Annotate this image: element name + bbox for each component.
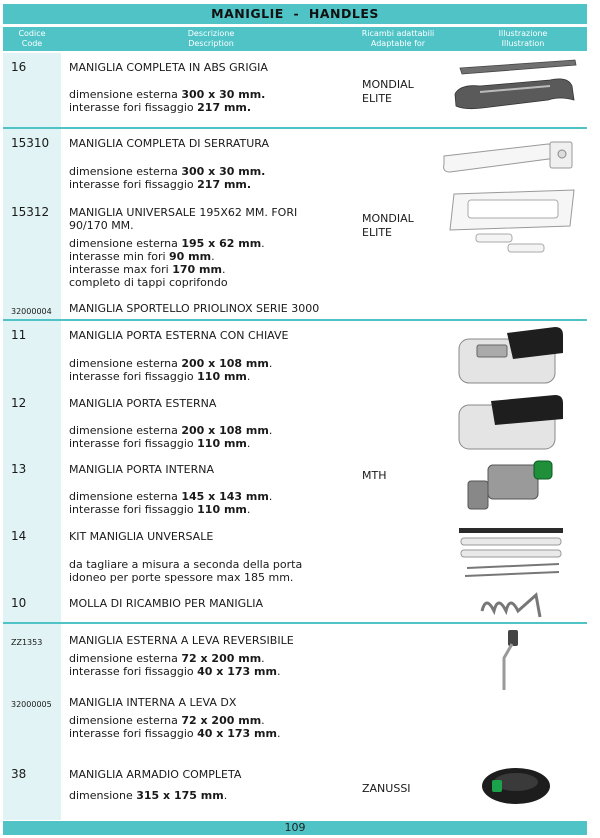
adaptable-for: MONDIAL ELITE xyxy=(362,78,414,105)
header-adapt-it: Ricambi adattabili xyxy=(361,29,435,38)
external-handle-illustration xyxy=(455,391,567,453)
table-header xyxy=(3,27,587,51)
item-name: MANIGLIA PORTA ESTERNA xyxy=(69,397,217,410)
item-name: MANIGLIA PORTA INTERNA xyxy=(69,463,214,476)
item-name: MANIGLIA COMPLETA IN ABS GRIGIA xyxy=(69,61,268,74)
lever-handle-illustration xyxy=(494,628,524,694)
item-name: MANIGLIA ARMADIO COMPLETA xyxy=(69,768,242,781)
item-spec: dimensione esterna 72 x 200 mm. xyxy=(69,714,265,727)
adaptable-for: ZANUSSI xyxy=(362,782,411,795)
wardrobe-handle-illustration xyxy=(478,762,554,810)
item-code: 12 xyxy=(11,396,27,410)
item-spec: idoneo per porte spessore max 185 mm. xyxy=(69,571,294,584)
header-adapt-en: Adaptable for xyxy=(370,39,426,48)
header-code-it: Codice xyxy=(18,29,46,38)
item-spec: interasse fori fissaggio 217 mm. xyxy=(69,178,252,191)
item-spec: interasse fori fissaggio 40 x 173 mm. xyxy=(69,727,281,740)
item-code: 15310 xyxy=(11,136,50,150)
item-code: 14 xyxy=(11,529,27,543)
internal-handle-illustration xyxy=(460,457,560,519)
item-spec: interasse max fori 170 mm. xyxy=(69,263,226,276)
code-column-bg xyxy=(3,129,61,319)
external-key-handle-illustration xyxy=(455,323,567,389)
item-name: MANIGLIA UNIVERSALE 195X62 MM. FORI xyxy=(69,206,298,219)
item-code: 13 xyxy=(11,462,27,476)
item-name: KIT MANIGLIA UNVERSALE xyxy=(69,530,214,543)
item-spec: interasse fori fissaggio 110 mm. xyxy=(69,503,251,516)
item-spec: interasse fori fissaggio 217 mm. xyxy=(69,101,252,114)
item-spec: interasse fori fissaggio 40 x 173 mm. xyxy=(69,665,281,678)
item-spec: dimensione 315 x 175 mm. xyxy=(69,789,228,802)
item-code: ZZ1353 xyxy=(11,638,43,647)
adaptable-for: MTH xyxy=(362,469,387,482)
item-name: MANIGLIA PORTA ESTERNA CON CHIAVE xyxy=(69,329,289,342)
item-name: 90/170 MM. xyxy=(69,219,134,232)
adaptable-for: MONDIAL ELITE xyxy=(362,212,414,239)
item-code: 16 xyxy=(11,60,27,74)
header-code xyxy=(3,29,61,49)
item-spec: dimensione esterna 200 x 108 mm. xyxy=(69,357,273,370)
item-name: MANIGLIA SPORTELLO PRIOLINOX SERIE 3000 xyxy=(69,302,320,315)
grey-abs-handle-illustration xyxy=(450,56,580,122)
item-spec: completo di tappi coprifondo xyxy=(69,276,228,289)
item-code: 32000005 xyxy=(11,700,52,709)
group-separator xyxy=(3,319,587,321)
item-spec: dimensione esterna 300 x 30 mm. xyxy=(69,165,266,178)
item-code: 38 xyxy=(11,767,27,781)
item-code: 10 xyxy=(11,596,27,610)
item-spec: dimensione esterna 200 x 108 mm. xyxy=(69,424,273,437)
item-spec: dimensione esterna 145 x 143 mm. xyxy=(69,490,273,503)
universal-kit-illustration xyxy=(455,524,567,582)
lock-handle-illustration xyxy=(438,136,583,182)
item-name: MANIGLIA COMPLETA DI SERRATURA xyxy=(69,137,269,150)
item-name: MANIGLIA ESTERNA A LEVA REVERSIBILE xyxy=(69,634,294,647)
item-name: MANIGLIA INTERNA A LEVA DX xyxy=(69,696,237,709)
item-code: 15312 xyxy=(11,205,50,219)
item-spec: dimensione esterna 300 x 30 mm. xyxy=(69,88,266,101)
item-spec: interasse fori fissaggio 110 mm. xyxy=(69,370,251,383)
item-spec: interasse fori fissaggio 110 mm. xyxy=(69,437,251,450)
header-code-en: Code xyxy=(21,39,43,48)
item-code: 11 xyxy=(11,328,27,342)
item-code: 32000004 xyxy=(11,307,52,316)
header-adaptable xyxy=(348,29,448,49)
spring-illustration xyxy=(476,585,546,623)
code-column-bg xyxy=(3,624,61,820)
header-description xyxy=(61,29,361,49)
universal-handle-illustration xyxy=(440,186,580,260)
item-spec: interasse min fori 90 mm. xyxy=(69,250,215,263)
page-title: MANIGLIE - HANDLES xyxy=(3,4,587,24)
item-name: MOLLA DI RICAMBIO PER MANIGLIA xyxy=(69,597,264,610)
item-spec: da tagliare a misura a seconda della porta xyxy=(69,558,303,571)
header-ill-en: Illustration xyxy=(501,39,545,48)
header-desc-it: Descrizione xyxy=(187,29,235,38)
item-spec: dimensione esterna 195 x 62 mm. xyxy=(69,237,265,250)
header-ill-it: Illustrazione xyxy=(498,29,548,38)
item-spec: dimensione esterna 72 x 200 mm. xyxy=(69,652,265,665)
group-separator xyxy=(3,127,587,129)
header-illustration xyxy=(473,29,573,49)
page-number: 109 xyxy=(3,821,587,835)
header-desc-en: Description xyxy=(188,39,234,48)
